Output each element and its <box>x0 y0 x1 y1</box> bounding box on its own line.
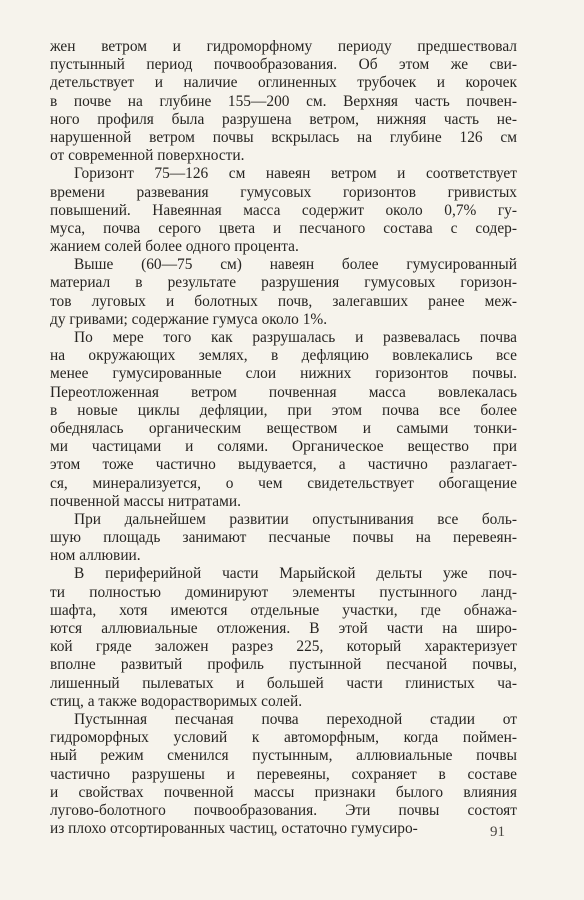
text-line: По мере того как разрушалась и развевалась почва <box>74 329 517 346</box>
text-line: лишенный пылеватых и большей части глинистых ча- <box>50 674 517 692</box>
text-line: ный режим сменился пустынным, аллювиальные почвы <box>50 747 517 765</box>
text-line: в новые циклы дефляции, при этом почва все более <box>50 401 517 419</box>
paragraph <box>50 565 517 711</box>
text-line: времени развевания гумусовых горизонтов гривистых <box>50 183 517 201</box>
text-line: детельствует и наличие оглиненных трубочек и корочек <box>50 74 517 92</box>
text-line: тов луговых и болотных почв, залегавших ранее меж- <box>50 292 517 310</box>
page-body <box>50 38 517 838</box>
text-line: муса, почва серого цвета и песчаного состава с содер- <box>50 219 517 237</box>
text-line: почвенной массы нитратами. <box>50 492 241 510</box>
page-number: 91 <box>490 824 505 840</box>
text-line: менее гумусированные слои нижних горизонтов почвы. <box>50 365 517 383</box>
text-line: жанием солей более одного процента. <box>50 238 299 256</box>
text-line: этом тоже частично выдувается, а частично разлагает- <box>50 456 517 474</box>
text-line: Выше (60—75 см) навеян более гумусированный <box>74 256 517 274</box>
text-line: на окружающих землях, в дефляцию вовлекались все <box>50 347 517 365</box>
text-line: вполне развитый профиль пустынной песчаной почвы, <box>50 656 517 674</box>
paragraph <box>50 256 517 329</box>
text-line: пустынный период почвообразования. Об этом же сви- <box>50 56 517 74</box>
text-line: жен ветром и гидроморфному периоду предшествовал <box>50 38 517 55</box>
text-line: ся, минерализуется, о чем свидетельствует обогащение <box>50 474 517 492</box>
paragraph <box>50 511 517 566</box>
text-line: гидроморфных условий к автоморфным, когда поймен- <box>50 729 517 747</box>
text-line: ду гривами; содержание гумуса около 1%. <box>50 310 328 328</box>
text-line: и свойствах почвенной массы признаки былого влияния <box>50 783 517 801</box>
text-line: нарушенной ветром почвы вскрылась на глубине 126 см <box>50 128 517 146</box>
text-line: из плохо отсортированных частиц, остаточно гумусиро- <box>50 820 418 838</box>
paragraph <box>50 329 517 511</box>
text-line: ти полностью доминируют элементы пустынного ланд- <box>50 583 517 601</box>
text-line: шафта, хотя имеются отдельные участки, где обнажа- <box>50 601 517 619</box>
text-line: частично разрушены и перевеяны, сохраняет в составе <box>50 765 517 783</box>
paragraph <box>50 165 517 256</box>
text-line: Горизонт 75—126 см навеян ветром и соответствует <box>74 165 517 183</box>
text-line: повышений. Навеянная масса содержит около 0,7% гу- <box>50 201 517 219</box>
text-line: ном аллювии. <box>50 547 141 565</box>
text-line: лугово-болотного почвообразования. Эти почвы состоят <box>50 801 517 819</box>
text-line: обеднялась органическим веществом и самыми тонки- <box>50 419 517 437</box>
text-line: Пустынная песчаная почва переходной стадии от <box>74 710 517 728</box>
text-line: шую площадь занимают песчаные почвы на перевеян- <box>50 529 517 547</box>
paragraph <box>50 711 517 838</box>
text-line: В периферийной части Марыйской дельты уже поч- <box>74 565 517 583</box>
text-line: материал в результате разрушения гумусовых горизон- <box>50 274 517 292</box>
text-line: Переотложенная ветром почвенная масса вовлекалась <box>50 383 517 401</box>
text-line: ми частицами и солями. Органическое вещество при <box>50 438 517 456</box>
text-line: кой гряде заложен разрез 225, который характеризует <box>50 638 517 656</box>
text-line: в почве на глубине 155—200 см. Верхняя часть почвен- <box>50 92 517 110</box>
text-line: ного профиля была разрушена ветром, нижняя часть не- <box>50 110 517 128</box>
text-line: от современной поверхности. <box>50 147 245 165</box>
paragraphs-container <box>50 38 517 838</box>
text-line: стиц, а также водорастворимых солей. <box>50 692 303 710</box>
text-line: При дальнейшем развитии опустынивания все боль- <box>74 510 517 528</box>
text-line: ются аллювиальные отложения. В этой части на широ- <box>50 620 517 637</box>
paragraph <box>50 38 517 165</box>
